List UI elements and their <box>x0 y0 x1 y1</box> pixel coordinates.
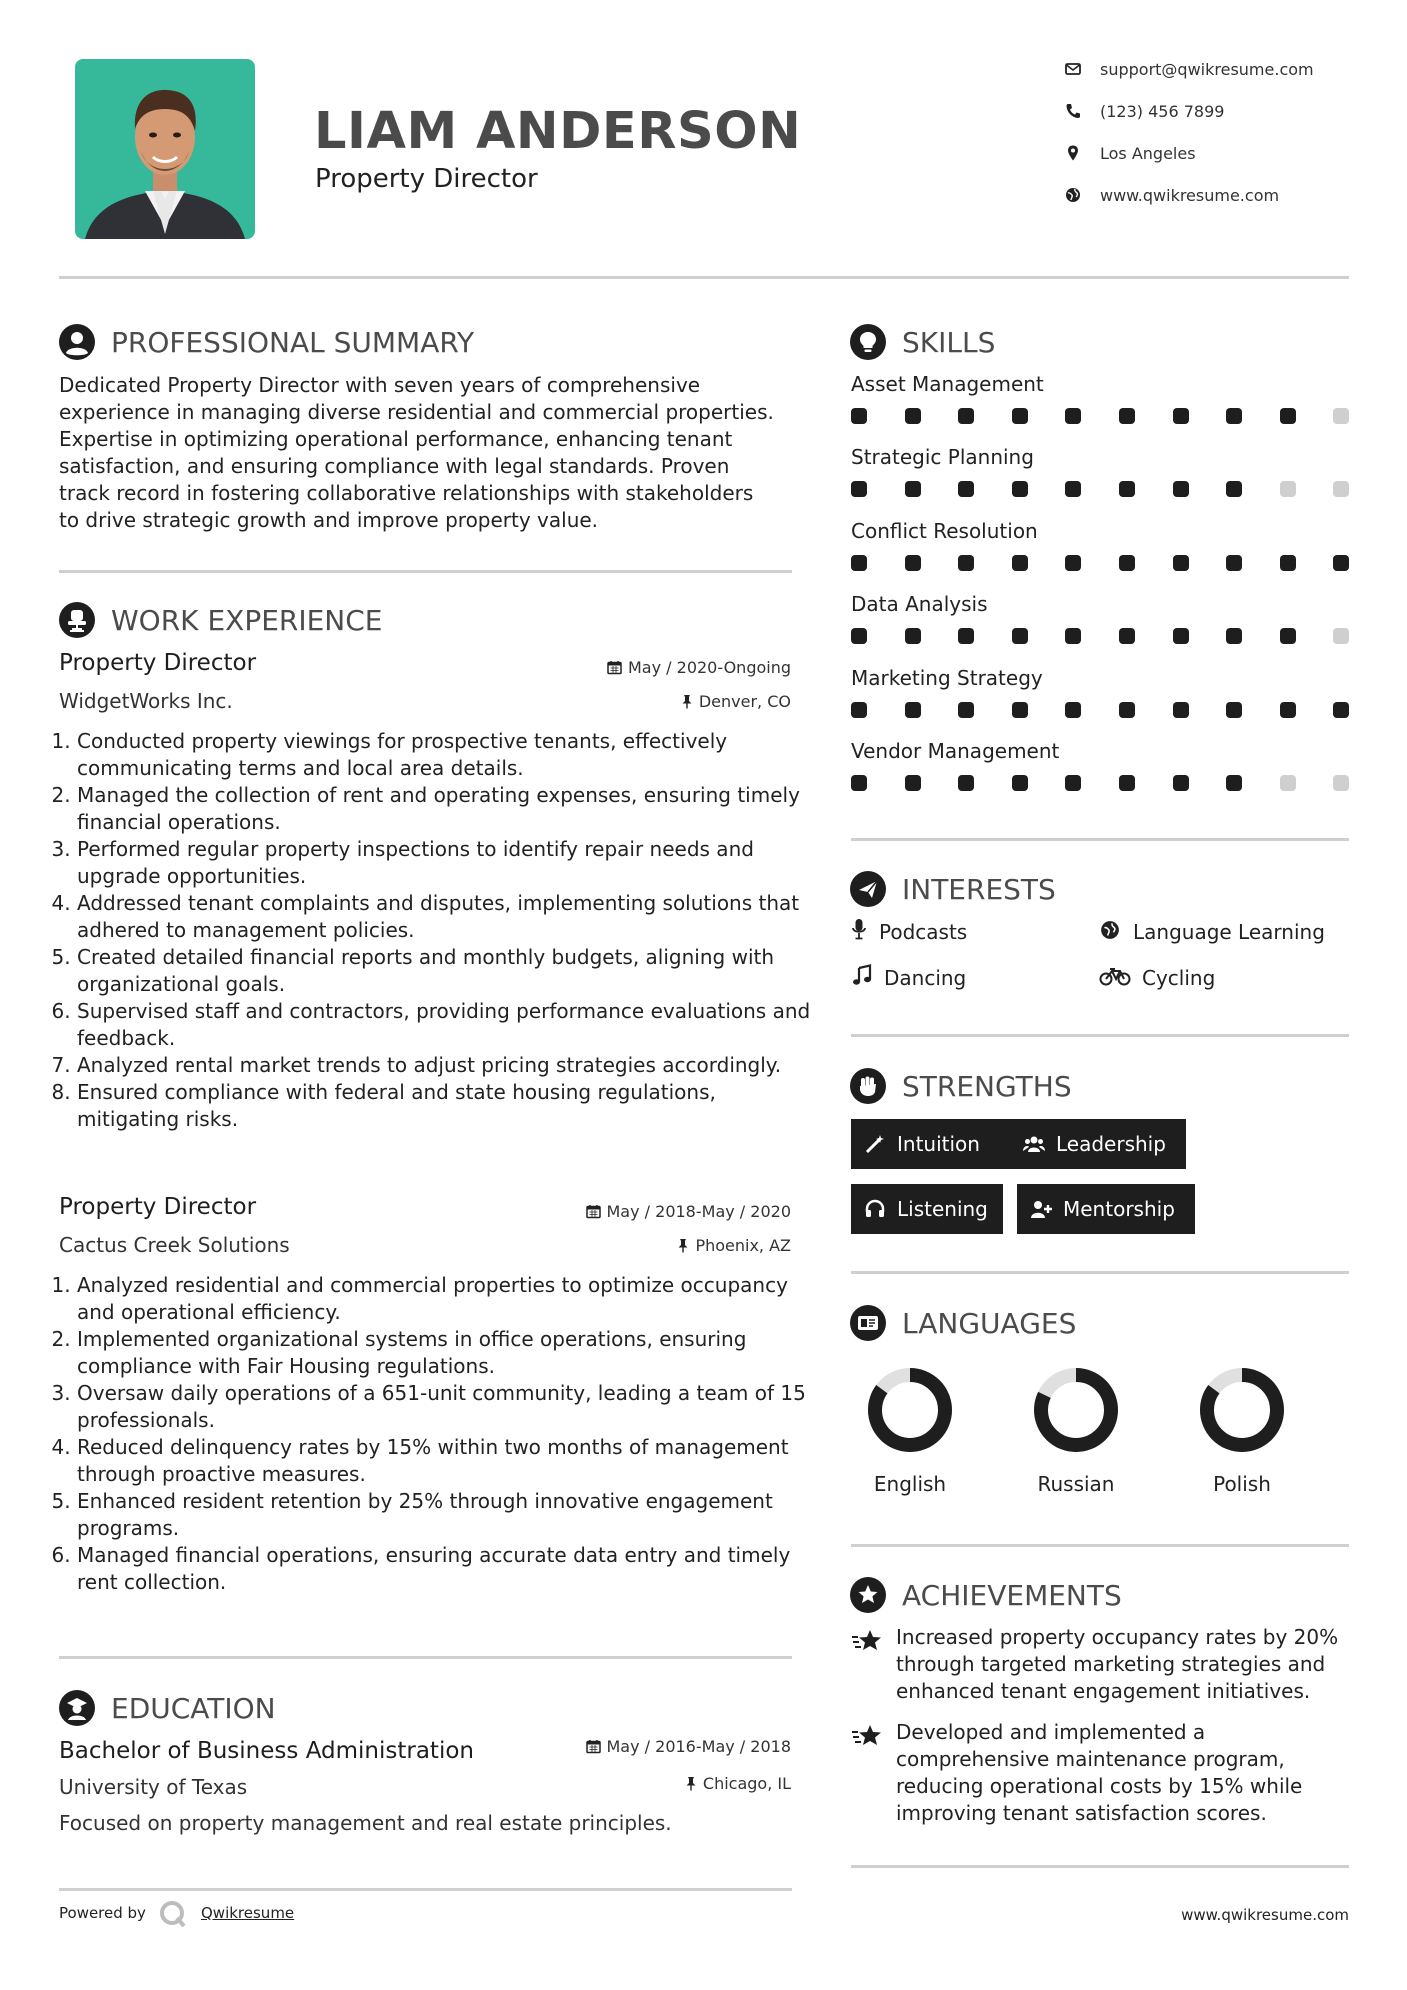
experience-heading: WORK EXPERIENCE <box>111 604 383 637</box>
skill-dot-filled <box>1280 555 1296 571</box>
strength-label: Intuition <box>897 1132 980 1156</box>
skill-dot-filled <box>1119 408 1135 424</box>
job-1-duties <box>57 728 817 1133</box>
skill-row <box>851 666 1351 726</box>
summary-user-icon <box>59 324 95 360</box>
user-plus-icon <box>1030 1198 1052 1220</box>
pushpin-icon <box>685 1776 697 1791</box>
education-graduate-icon <box>59 1690 95 1726</box>
calendar-icon <box>607 660 622 675</box>
contact-website-text: www.qwikresume.com <box>1100 186 1280 205</box>
skill-dot-filled <box>1333 702 1349 718</box>
skill-dot-filled <box>958 408 974 424</box>
skill-dot-empty <box>1333 481 1349 497</box>
job-2-company: Cactus Creek Solutions <box>59 1233 290 1257</box>
strengths-divider <box>851 1271 1349 1274</box>
interest-cycling: Cycling <box>1142 966 1216 990</box>
skill-dot-filled <box>1065 702 1081 718</box>
achievements-heading: ACHIEVEMENTS <box>902 1579 1122 1612</box>
job-2-dates <box>586 1202 792 1221</box>
skill-dot-filled <box>1065 481 1081 497</box>
skill-dot-filled <box>1012 408 1028 424</box>
achievement-line: Developed and implemented a <box>896 1720 1206 1744</box>
magic-wand-icon <box>864 1133 886 1155</box>
skill-dot-filled <box>1119 628 1135 644</box>
skill-dot-filled <box>1012 702 1028 718</box>
skill-dot-filled <box>905 775 921 791</box>
skill-dot-filled <box>1012 775 1028 791</box>
job-2-location-text: Phoenix, AZ <box>695 1236 791 1255</box>
headphones-icon <box>864 1198 886 1220</box>
summary-line: experience in managing diverse residential and commercial properties. <box>59 400 774 424</box>
skill-dot-filled <box>1173 481 1189 497</box>
skill-name: Conflict Resolution <box>851 518 1038 543</box>
skill-dot-filled <box>1226 775 1242 791</box>
achievement-line: improving tenant satisfaction scores. <box>896 1801 1267 1825</box>
skill-dot-filled <box>1012 628 1028 644</box>
skill-dot-filled <box>1226 481 1242 497</box>
language-name: Polish <box>1213 1472 1271 1496</box>
skill-dot-filled <box>851 775 867 791</box>
skills-heading: SKILLS <box>902 326 996 359</box>
strength-badge-mentorship <box>1017 1184 1195 1234</box>
achievement-line: comprehensive maintenance program, <box>896 1747 1285 1771</box>
skills-divider <box>851 838 1349 841</box>
shooting-star-icon <box>851 1628 883 1654</box>
achievement-item-2 <box>896 1719 1356 1827</box>
skill-row <box>851 445 1351 505</box>
interests-heading: INTERESTS <box>902 873 1056 906</box>
summary-line: track record in fostering collaborative relationships with stakeholders <box>59 481 754 505</box>
skill-dot-filled <box>905 628 921 644</box>
education-school: University of Texas <box>59 1775 248 1799</box>
job-1-location <box>681 692 791 711</box>
duty-item: 5. Enhanced resident retention by 25% through innovative engagement programs. <box>77 1488 817 1542</box>
job-1-dates-text: May / 2020-Ongoing <box>628 658 791 677</box>
duty-item: 4. Addressed tenant complaints and disputes, implementing solutions that adhered to management policies. <box>77 890 817 944</box>
pushpin-icon <box>677 1238 689 1253</box>
skill-dot-filled <box>1065 775 1081 791</box>
duty-item: 6. Managed financial operations, ensuring accurate data entry and timely rent collection. <box>77 1542 817 1596</box>
education-heading: EDUCATION <box>111 1692 276 1725</box>
skill-dot-filled <box>905 555 921 571</box>
achievement-line: reducing operational costs by 15% while <box>896 1774 1303 1798</box>
experience-divider <box>59 1656 792 1659</box>
footer-powered-by: Powered by <box>59 1904 146 1922</box>
skill-dot-empty <box>1333 628 1349 644</box>
strength-badge-leadership <box>1010 1119 1186 1169</box>
skill-dot-filled <box>958 628 974 644</box>
skill-dot-filled <box>905 702 921 718</box>
skill-name: Vendor Management <box>851 739 1060 763</box>
achievements-star-badge-icon <box>850 1577 886 1613</box>
phone-icon <box>1064 102 1082 120</box>
skill-name: Marketing Strategy <box>851 665 1043 690</box>
strength-badge-intuition <box>851 1119 1010 1169</box>
skill-dot-filled <box>1280 628 1296 644</box>
duty-item: 5. Created detailed financial reports and monthly budgets, aligning with organizational goals. <box>77 944 817 998</box>
job-2-title: Property Director <box>59 1194 257 1220</box>
globe-icon <box>1100 920 1120 940</box>
calendar-icon <box>586 1739 601 1754</box>
interests-divider <box>851 1034 1349 1037</box>
strength-label: Mentorship <box>1063 1197 1175 1221</box>
users-icon <box>1023 1133 1045 1155</box>
languages-heading: LANGUAGES <box>902 1307 1077 1340</box>
contact-email-text: support@qwikresume.com <box>1100 60 1314 79</box>
language-donut <box>868 1368 952 1452</box>
skill-dot-filled <box>1226 408 1242 424</box>
skill-dot-filled <box>1119 481 1135 497</box>
strength-label: Listening <box>897 1197 988 1221</box>
skill-dot-filled <box>851 628 867 644</box>
language-name: English <box>873 1472 947 1496</box>
job-2-location <box>677 1236 791 1255</box>
skill-row <box>851 739 1351 799</box>
pushpin-icon <box>681 694 693 709</box>
skill-name: Asset Management <box>851 372 1044 396</box>
skill-dot-filled <box>1012 481 1028 497</box>
footer-brand-link[interactable]: Qwikresume <box>201 1904 295 1922</box>
contact-phone-text: (123) 456 7899 <box>1100 102 1225 121</box>
calendar-icon <box>586 1204 601 1219</box>
summary-line: to drive strategic growth and improve property value. <box>59 508 599 532</box>
skill-dot-filled <box>1173 702 1189 718</box>
languages-list <box>851 1360 1351 1510</box>
skill-dot-filled <box>1065 408 1081 424</box>
strength-badge-listening <box>851 1184 1003 1234</box>
footer-website-link[interactable]: www.qwikresume.com <box>1181 1906 1349 1924</box>
candidate-title: Property Director <box>315 164 538 194</box>
skill-row <box>851 592 1351 652</box>
skill-dot-filled <box>1119 702 1135 718</box>
skill-dot-filled <box>851 702 867 718</box>
duty-item: 4. Reduced delinquency rates by 15% within two months of management through proactive measures. <box>77 1434 817 1488</box>
skill-row <box>851 372 1351 432</box>
globe-icon <box>1064 186 1082 204</box>
skill-dot-filled <box>1226 702 1242 718</box>
education-note: Focused on property management and real estate principles. <box>59 1811 672 1835</box>
duty-item: 3. Oversaw daily operations of a 651-unit community, leading a team of 15 professionals. <box>77 1380 817 1434</box>
languages-divider <box>851 1544 1349 1547</box>
skill-dot-filled <box>1173 628 1189 644</box>
job-1-company: WidgetWorks Inc. <box>59 689 233 713</box>
skill-dot-filled <box>1119 775 1135 791</box>
shooting-star-icon <box>851 1723 883 1749</box>
interest-podcasts: Podcasts <box>879 920 968 944</box>
strengths-fist-icon <box>850 1068 886 1104</box>
skill-dot-filled <box>851 481 867 497</box>
languages-id-card-icon <box>850 1305 886 1341</box>
person-portrait-icon <box>75 59 255 239</box>
education-degree: Bachelor of Business Administration <box>59 1738 474 1764</box>
job-1-title: Property Director <box>59 650 257 676</box>
education-dates-text: May / 2016-May / 2018 <box>606 1737 791 1756</box>
work-chair-icon <box>59 602 95 638</box>
qwikresume-logo-icon <box>157 1898 189 1930</box>
achievement-line: Increased property occupancy rates by 20% <box>896 1625 1339 1649</box>
achievement-line: enhanced tenant engagement initiatives. <box>896 1679 1311 1703</box>
summary-text <box>59 372 799 534</box>
job-2-duties <box>57 1272 817 1596</box>
achievement-item-1 <box>896 1624 1356 1705</box>
education-divider <box>59 1888 792 1891</box>
skill-row <box>851 519 1351 579</box>
skill-dot-filled <box>1226 555 1242 571</box>
skill-dot-filled <box>1226 628 1242 644</box>
bicycle-icon <box>1099 966 1131 986</box>
interests-paper-plane-icon <box>850 871 886 907</box>
map-pin-icon <box>1064 144 1082 162</box>
strength-label: Leadership <box>1056 1132 1166 1156</box>
skill-dot-empty <box>1333 775 1349 791</box>
skill-dot-filled <box>1280 408 1296 424</box>
interest-language-learning: Language Learning <box>1133 920 1325 944</box>
skill-dot-filled <box>958 555 974 571</box>
skill-dot-filled <box>958 481 974 497</box>
music-note-icon <box>852 964 872 986</box>
interest-dancing: Dancing <box>884 966 967 990</box>
summary-line: Dedicated Property Director with seven years of comprehensive <box>59 373 701 397</box>
duty-item: 2. Managed the collection of rent and operating expenses, ensuring timely financial operations. <box>77 782 817 836</box>
job-1-location-text: Denver, CO <box>698 692 791 711</box>
language-donut <box>1200 1368 1284 1452</box>
duty-item: 1. Conducted property viewings for prospective tenants, effectively communicating terms and local area details. <box>77 728 817 782</box>
skill-dot-filled <box>958 702 974 718</box>
skill-dot-filled <box>851 408 867 424</box>
skill-name: Data Analysis <box>851 592 988 617</box>
skill-dot-filled <box>1173 775 1189 791</box>
skills-lightbulb-icon <box>850 324 886 360</box>
candidate-name: LIAM ANDERSON <box>314 102 802 161</box>
language-donut <box>1034 1368 1118 1452</box>
duty-item: 7. Analyzed rental market trends to adjust pricing strategies accordingly. <box>77 1052 817 1079</box>
education-location-text: Chicago, IL <box>702 1774 791 1793</box>
profile-photo <box>75 59 255 239</box>
skill-dot-filled <box>1065 628 1081 644</box>
skill-dot-empty <box>1280 775 1296 791</box>
contact-location-text: Los Angeles <box>1100 144 1196 163</box>
education-location <box>685 1774 791 1793</box>
achievements-divider <box>851 1865 1349 1868</box>
skill-dot-filled <box>1012 555 1028 571</box>
summary-divider <box>59 570 792 573</box>
summary-heading: PROFESSIONAL SUMMARY <box>111 326 475 359</box>
skill-dot-filled <box>1280 702 1296 718</box>
header-divider <box>59 276 1349 279</box>
skill-name: Strategic Planning <box>851 445 1034 470</box>
skill-dot-empty <box>1333 408 1349 424</box>
skill-dot-filled <box>1119 555 1135 571</box>
skill-dot-filled <box>905 481 921 497</box>
skill-dot-filled <box>1333 555 1349 571</box>
job-2-dates-text: May / 2018-May / 2020 <box>606 1202 791 1221</box>
skill-dot-empty <box>1280 481 1296 497</box>
skill-dot-filled <box>958 775 974 791</box>
job-1-dates <box>607 658 791 677</box>
strengths-heading: STRENGTHS <box>902 1070 1072 1103</box>
achievement-line: through targeted marketing strategies and <box>896 1652 1326 1676</box>
skill-dot-filled <box>905 408 921 424</box>
skill-dot-filled <box>1173 408 1189 424</box>
language-name: Russian <box>1037 1472 1115 1496</box>
duty-item: 3. Performed regular property inspections to identify repair needs and upgrade opportunities. <box>77 836 817 890</box>
skill-dot-filled <box>851 555 867 571</box>
skill-dot-filled <box>1065 555 1081 571</box>
duty-item: 8. Ensured compliance with federal and state housing regulations, mitigating risks. <box>77 1079 817 1133</box>
duty-item: 2. Implemented organizational systems in office operations, ensuring compliance with Fair Housing regulations. <box>77 1326 817 1380</box>
duty-item: 1. Analyzed residential and commercial properties to optimize occupancy and operational efficiency. <box>77 1272 817 1326</box>
microphone-icon <box>852 918 866 940</box>
duty-item: 6. Supervised staff and contractors, providing performance evaluations and feedback. <box>77 998 817 1052</box>
summary-line: satisfaction, and ensuring compliance with legal standards. Proven <box>59 454 730 478</box>
summary-line: Expertise in optimizing operational performance, enhancing tenant <box>59 427 733 451</box>
envelope-icon <box>1064 60 1082 78</box>
skills-list <box>851 372 1351 802</box>
education-dates <box>586 1737 792 1756</box>
skill-dot-filled <box>1173 555 1189 571</box>
